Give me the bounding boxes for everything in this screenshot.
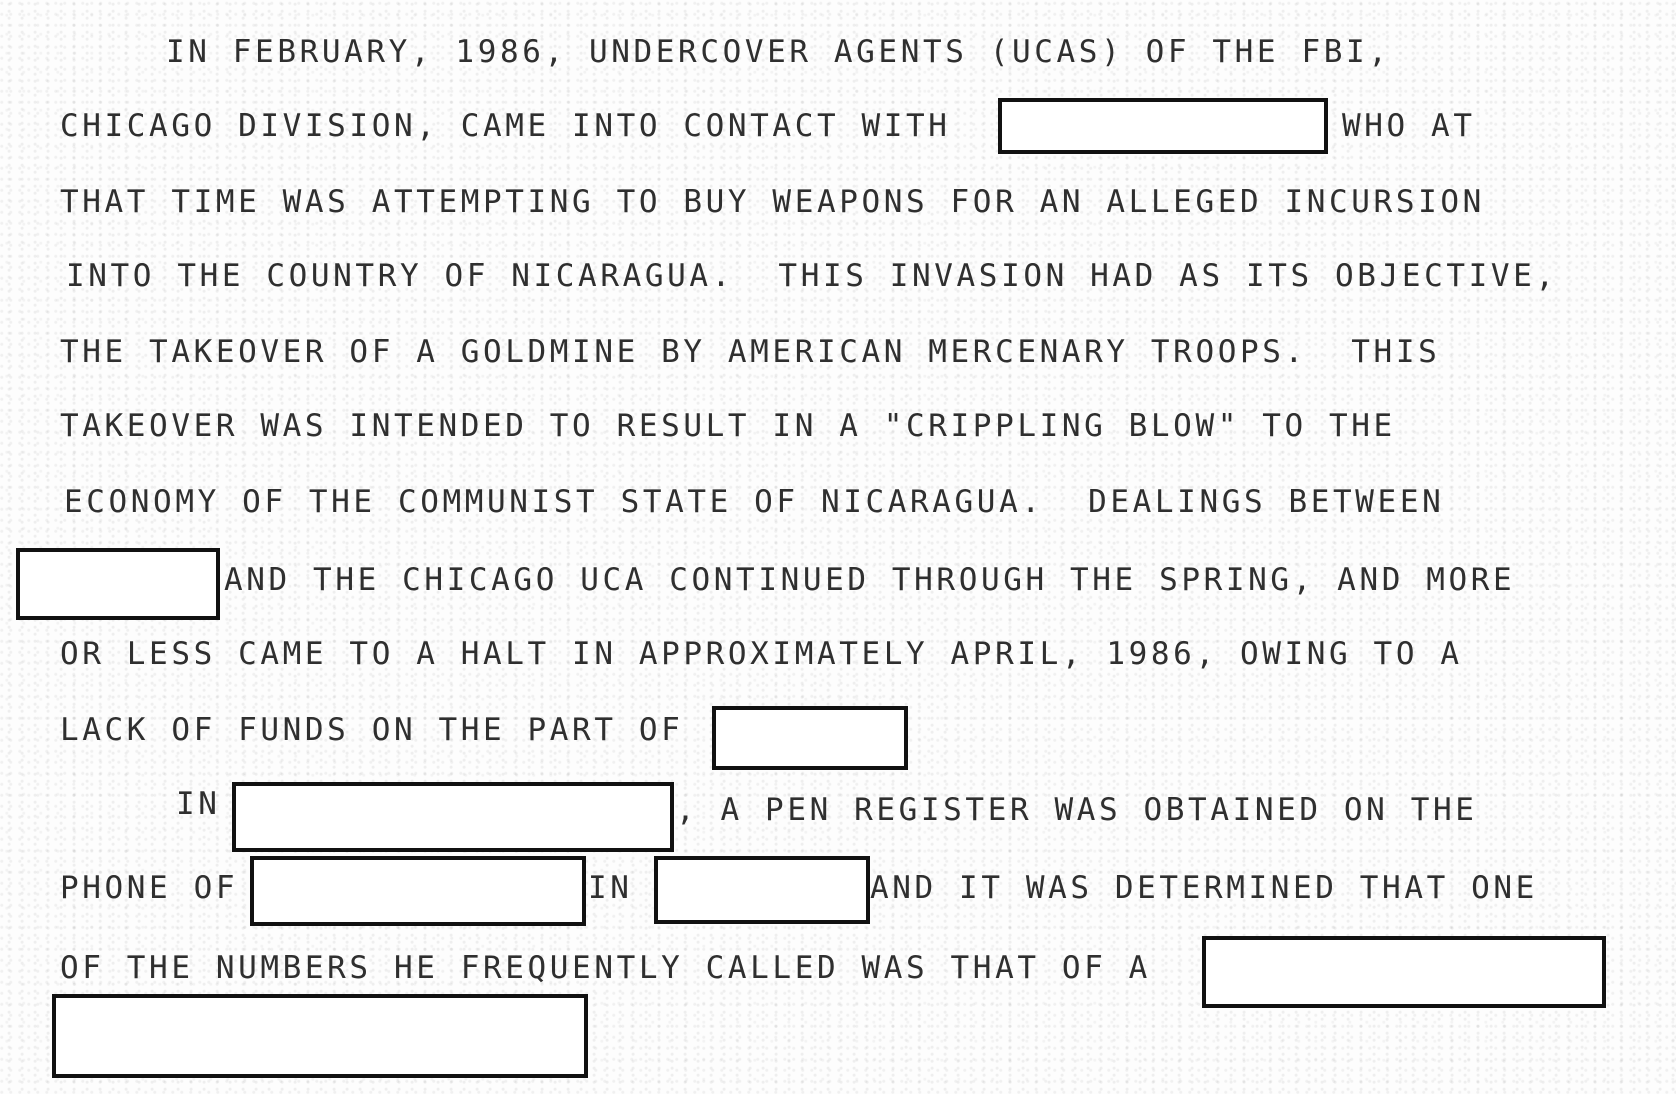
text-line-12b: IN — [588, 870, 633, 906]
redaction-box — [654, 856, 870, 924]
redaction-box — [998, 98, 1328, 154]
redaction-box — [16, 548, 220, 620]
text-line-11: IN — [176, 786, 221, 822]
redaction-box — [232, 782, 674, 852]
redaction-box — [52, 994, 588, 1078]
text-line-2: CHICAGO DIVISION, CAME INTO CONTACT WITH — [60, 108, 951, 144]
redaction-box — [250, 856, 586, 926]
text-line-7: ECONOMY OF THE COMMUNIST STATE OF NICARAGUA. DEALINGS BETWEEN — [64, 484, 1445, 520]
text-line-8: AND THE CHICAGO UCA CONTINUED THROUGH THE SPRING, AND MORE — [224, 562, 1516, 598]
text-line-11b: , A PEN REGISTER WAS OBTAINED ON THE — [676, 792, 1478, 828]
text-line-1: IN FEBRUARY, 1986, UNDERCOVER AGENTS (UCAS) OF THE FBI, — [166, 34, 1391, 70]
text-line-2b: WHO AT — [1342, 108, 1476, 144]
text-line-4: INTO THE COUNTRY OF NICARAGUA. THIS INVASION HAD AS ITS OBJECTIVE, — [66, 258, 1558, 294]
redaction-box — [712, 706, 908, 770]
redaction-box — [1202, 936, 1606, 1008]
text-line-12c: AND IT WAS DETERMINED THAT ONE — [870, 870, 1538, 906]
text-line-12: PHONE OF — [60, 870, 239, 906]
text-line-13: OF THE NUMBERS HE FREQUENTLY CALLED WAS THAT OF A — [60, 950, 1151, 986]
text-line-10: LACK OF FUNDS ON THE PART OF — [60, 712, 684, 748]
text-line-9: OR LESS CAME TO A HALT IN APPROXIMATELY APRIL, 1986, OWING TO A — [60, 636, 1463, 672]
text-line-5: THE TAKEOVER OF A GOLDMINE BY AMERICAN MERCENARY TROOPS. THIS — [60, 334, 1441, 370]
text-line-3: THAT TIME WAS ATTEMPTING TO BUY WEAPONS FOR AN ALLEGED INCURSION — [60, 184, 1485, 220]
text-line-6: TAKEOVER WAS INTENDED TO RESULT IN A "CRIPPLING BLOW" TO THE — [60, 408, 1396, 444]
